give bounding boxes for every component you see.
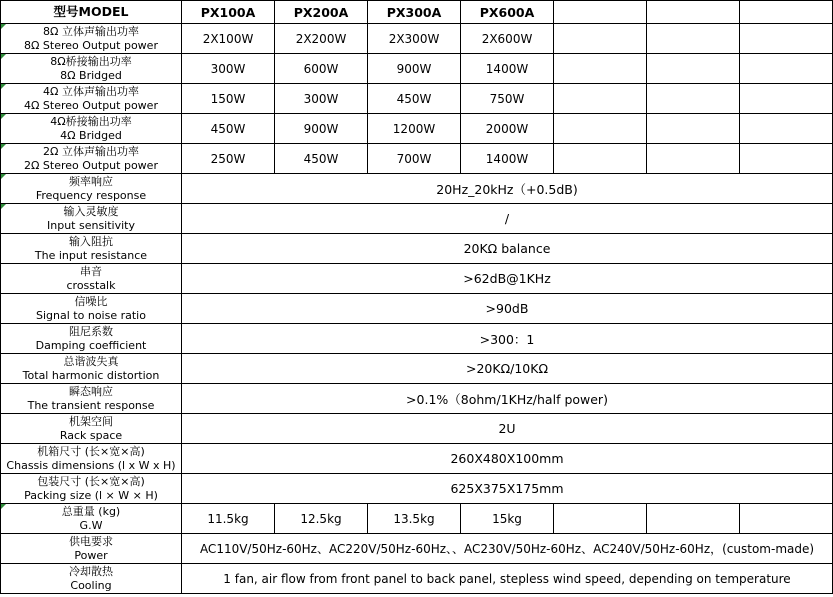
cell-comment-marker (1, 504, 6, 509)
cell-comment-marker (1, 204, 6, 209)
row-label-zh: 信噪比 (74, 294, 108, 308)
empty-cell (554, 504, 647, 534)
spec-row (1, 504, 833, 534)
model-value-cell: 450W (275, 144, 368, 174)
row-label (1, 384, 182, 414)
row-label-en: Rack space (59, 428, 123, 442)
empty-cell (740, 114, 833, 144)
model-value-cell: 300W (182, 54, 275, 84)
shared-value-cell: 20KΩ balance (182, 234, 833, 264)
model-value-cell: 750W (461, 84, 554, 114)
empty-cell (647, 504, 740, 534)
empty-cell (647, 24, 740, 54)
spec-row (1, 24, 833, 54)
spec-row (1, 144, 833, 174)
cell-comment-marker (1, 84, 6, 89)
row-label-zh: 机箱尺寸 (长×宽×高) (37, 444, 145, 458)
row-label-zh: 输入灵敏度 (63, 204, 119, 218)
model-value-cell: 150W (182, 84, 275, 114)
spec-row (1, 84, 833, 114)
cell-comment-marker (1, 114, 6, 119)
row-label-zh: 2Ω 立体声输出功率 (43, 144, 139, 158)
spec-row (1, 354, 833, 384)
empty-cell (647, 1, 740, 24)
spec-row (1, 414, 833, 444)
row-label-zh: 阻尼系数 (69, 324, 113, 338)
row-label-en: Damping coefficient (35, 338, 147, 352)
spec-row (1, 114, 833, 144)
row-label-en: Frequency response (35, 188, 147, 202)
spec-row (1, 294, 833, 324)
empty-cell (740, 504, 833, 534)
row-label (1, 24, 182, 54)
row-label-en: 4Ω Bridged (60, 128, 122, 142)
row-label (1, 504, 182, 534)
model-label: 型号MODEL (53, 4, 129, 19)
model-value-cell: 450W (368, 84, 461, 114)
row-label-zh: 8Ω 立体声输出功率 (43, 24, 139, 38)
row-label (1, 324, 182, 354)
row-label (1, 444, 182, 474)
spec-row (1, 324, 833, 354)
empty-cell (740, 1, 833, 24)
row-label-zh: 频率响应 (69, 174, 113, 188)
row-label-en: Input sensitivity (47, 218, 135, 232)
row-label (1, 144, 182, 174)
spec-row (1, 234, 833, 264)
model-value-cell: 900W (275, 114, 368, 144)
spec-row (1, 444, 833, 474)
row-label-zh: 8Ω桥接输出功率 (50, 54, 132, 68)
model-value-cell: 700W (368, 144, 461, 174)
row-label-en: The transient response (27, 398, 155, 412)
row-label (1, 474, 182, 504)
model-value-cell: 1400W (461, 54, 554, 84)
empty-cell (647, 54, 740, 84)
cell-comment-marker (1, 174, 6, 179)
row-label-zh: 输入阻抗 (69, 234, 113, 248)
row-label-zh: 包装尺寸 (长×宽×高) (37, 474, 145, 488)
model-value-cell: 1200W (368, 114, 461, 144)
spec-row (1, 384, 833, 414)
empty-cell (554, 114, 647, 144)
row-label (1, 114, 182, 144)
row-label (1, 264, 182, 294)
empty-cell (554, 1, 647, 24)
row-label (1, 234, 182, 264)
cell-comment-marker (1, 144, 6, 149)
spec-row (1, 174, 833, 204)
row-label-zh: 串音 (80, 264, 102, 278)
model-value-cell: 2000W (461, 114, 554, 144)
shared-value-cell: >300：1 (182, 324, 833, 354)
model-value-cell: 2X200W (275, 24, 368, 54)
row-label-en: 8Ω Bridged (60, 68, 122, 82)
shared-value-cell: >90dB (182, 294, 833, 324)
empty-cell (740, 54, 833, 84)
model-value-cell: 11.5kg (182, 504, 275, 534)
row-label (1, 84, 182, 114)
row-label-zh: 冷却散热 (69, 564, 113, 578)
model-value-cell: 250W (182, 144, 275, 174)
shared-value-cell: >0.1%（8ohm/1KHz/half power) (182, 384, 833, 414)
spec-row (1, 54, 833, 84)
row-label-en: 8Ω Stereo Output power (24, 38, 158, 52)
row-label-en: Cooling (70, 578, 112, 592)
row-label-en: Power (74, 548, 108, 562)
model-value-cell: 12.5kg (275, 504, 368, 534)
shared-value-cell: 1 fan, air flow from front panel to back panel, stepless wind speed, depending on temperature (182, 564, 833, 594)
row-label (1, 354, 182, 384)
empty-cell (647, 114, 740, 144)
model-value-cell: 900W (368, 54, 461, 84)
empty-cell (740, 144, 833, 174)
shared-value-cell: 20Hz_20kHz（+0.5dB) (182, 174, 833, 204)
row-label-zh: 瞬态响应 (69, 384, 113, 398)
spec-row (1, 264, 833, 294)
model-value-cell: 450W (182, 114, 275, 144)
row-label-zh: 总重量 (kg) (61, 504, 121, 518)
row-label-zh: 供电要求 (69, 534, 113, 548)
empty-cell (647, 84, 740, 114)
row-label (1, 54, 182, 84)
row-label (1, 414, 182, 444)
row-label-zh: 4Ω 立体声输出功率 (43, 84, 139, 98)
model-header: PX100A (182, 1, 275, 24)
model-header: PX600A (461, 1, 554, 24)
row-label (1, 174, 182, 204)
spec-row (1, 534, 833, 564)
model-value-cell: 300W (275, 84, 368, 114)
row-label-zh: 4Ω桥接输出功率 (50, 114, 132, 128)
row-label (1, 204, 182, 234)
model-header: PX200A (275, 1, 368, 24)
shared-value-cell: / (182, 204, 833, 234)
row-label (1, 564, 182, 594)
shared-value-cell: AC110V/50Hz-60Hz、AC220V/50Hz-60Hz、、AC230V/50Hz-60Hz、AC240V/50Hz-60Hz，(custom-made) (182, 534, 833, 564)
row-label-en: The input resistance (34, 248, 148, 262)
shared-value-cell: 2U (182, 414, 833, 444)
row-label-zh: 总谐波失真 (63, 354, 119, 368)
row-label-en: Total harmonic distortion (22, 368, 160, 382)
row-label-en: Packing size (l × W × H) (24, 488, 158, 502)
row-label (1, 534, 182, 564)
cell-comment-marker (1, 24, 6, 29)
empty-cell (740, 84, 833, 114)
row-label-en: crosstalk (66, 278, 116, 292)
shared-value-cell: >20KΩ/10KΩ (182, 354, 833, 384)
header-row (1, 1, 833, 24)
row-label-en: Signal to noise ratio (36, 308, 146, 322)
model-value-cell: 2X600W (461, 24, 554, 54)
model-header: PX300A (368, 1, 461, 24)
row-label-zh: 机架空间 (69, 414, 113, 428)
model-value-cell: 13.5kg (368, 504, 461, 534)
spec-row (1, 204, 833, 234)
shared-value-cell: 260X480X100mm (182, 444, 833, 474)
shared-value-cell: 625X375X175mm (182, 474, 833, 504)
cell-comment-marker (1, 54, 6, 59)
empty-cell (740, 24, 833, 54)
spec-row (1, 564, 833, 594)
model-label-cell (1, 1, 182, 24)
spec-row (1, 474, 833, 504)
row-label-en: 4Ω Stereo Output power (24, 98, 158, 112)
empty-cell (554, 54, 647, 84)
empty-cell (554, 24, 647, 54)
model-value-cell: 2X300W (368, 24, 461, 54)
model-value-cell: 2X100W (182, 24, 275, 54)
row-label (1, 294, 182, 324)
model-value-cell: 1400W (461, 144, 554, 174)
shared-value-cell: >62dB@1KHz (182, 264, 833, 294)
row-label-en: G.W (79, 518, 103, 532)
model-value-cell: 15kg (461, 504, 554, 534)
row-label-en: Chassis dimensions (l x W x H) (6, 458, 176, 472)
model-value-cell: 600W (275, 54, 368, 84)
row-label-en: 2Ω Stereo Output power (24, 158, 158, 172)
empty-cell (554, 84, 647, 114)
empty-cell (554, 144, 647, 174)
empty-cell (647, 144, 740, 174)
